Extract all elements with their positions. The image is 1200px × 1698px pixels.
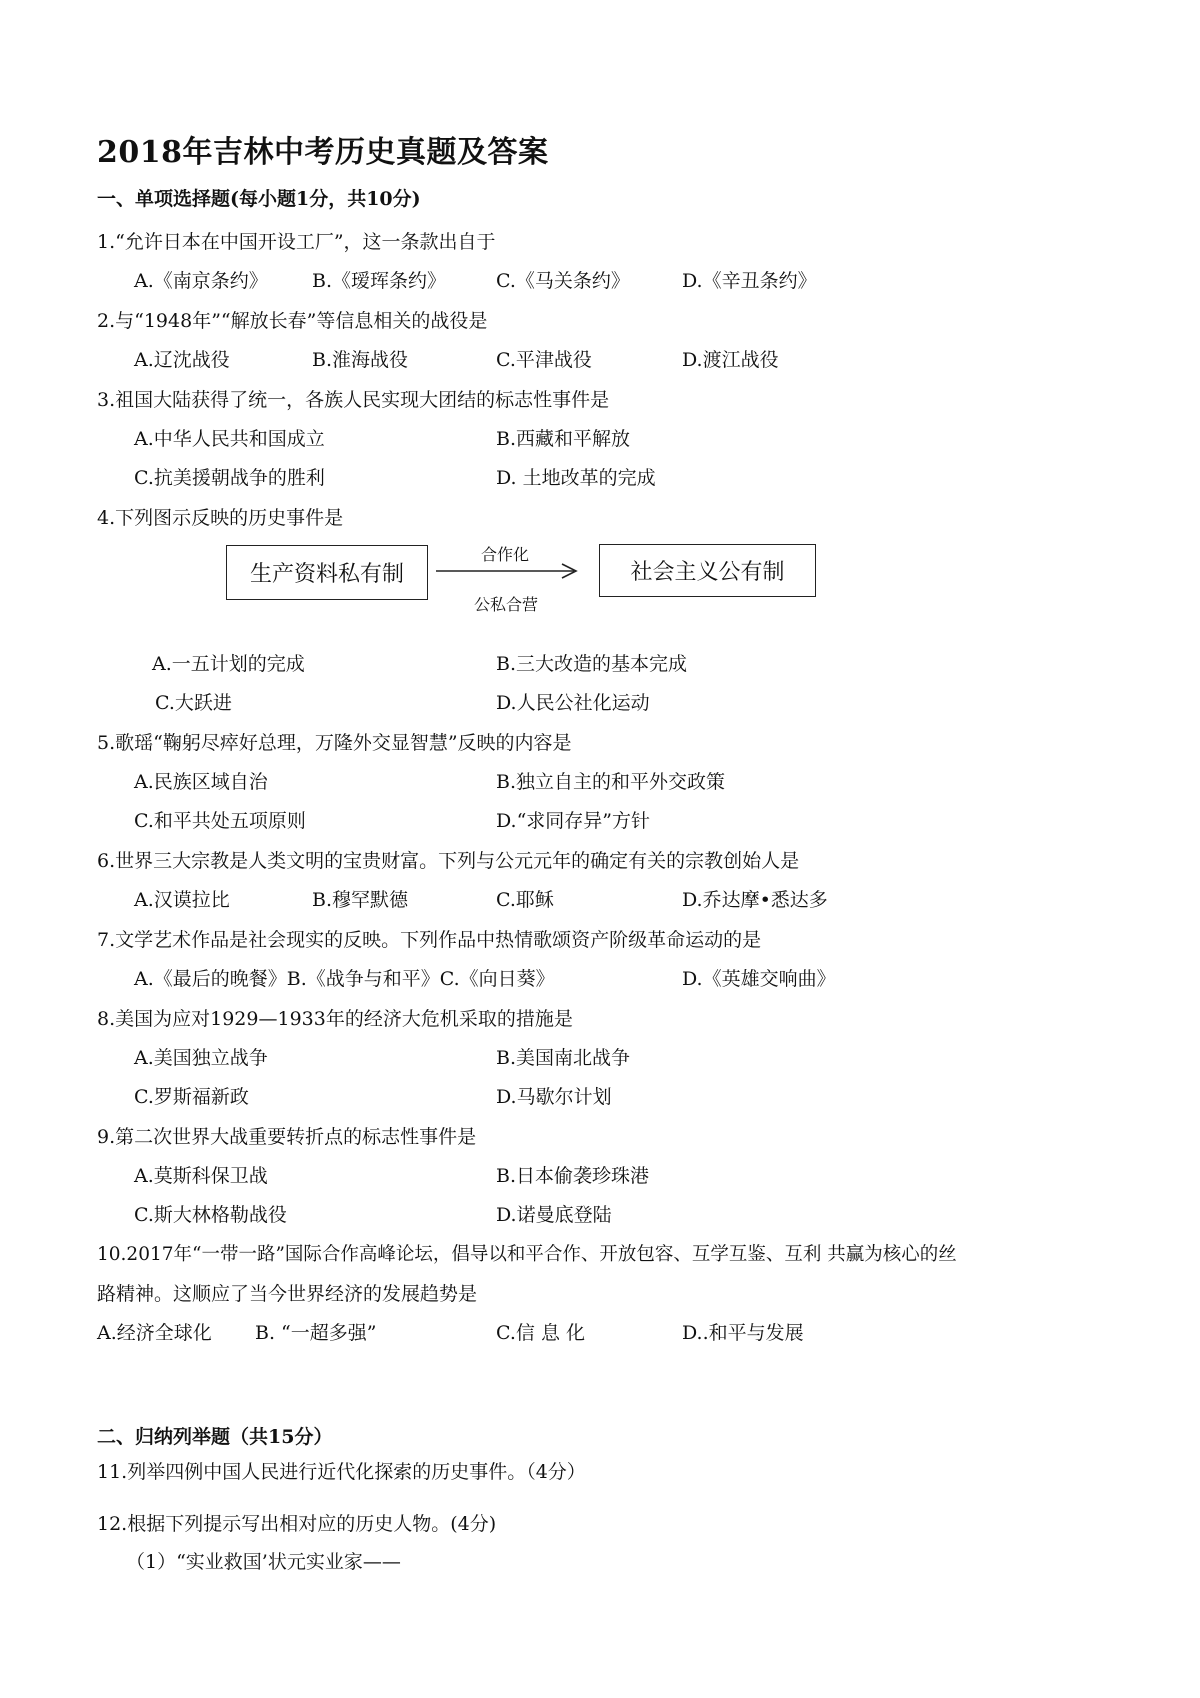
question-2-option-d: D.渡江战役 [682, 349, 779, 371]
diagram-left-box-label: 生产资料私有制 [249, 562, 404, 587]
question-6-option-b: B.穆罕默德 [312, 889, 409, 911]
diagram-arrow-bottom-label: 公私合营 [474, 595, 539, 614]
question-5-option-b: B.独立自主的和平外交政策 [496, 771, 726, 793]
question-9-option-a: A.莫斯科保卫战 [134, 1165, 268, 1187]
question-3-option-b: B.西藏和平解放 [496, 428, 631, 450]
section-heading-2: 二、归纳列举题（共15分） [97, 1426, 333, 1448]
question-6-option-c: C.耶稣 [496, 889, 554, 911]
question-1-option-c: C.《马关条约》 [496, 270, 630, 292]
question-5-option-a: A.民族区域自治 [134, 771, 268, 793]
question-8-option-d: D.马歇尔计划 [496, 1086, 612, 1108]
question-4-option-c: C.大跃进 [155, 692, 232, 714]
question-5-option-c: C.和平共处五项原则 [134, 810, 306, 832]
question-10-option-d: D..和平与发展 [682, 1322, 804, 1344]
question-6-option-a: A.汉谟拉比 [134, 889, 230, 911]
question-5-option-d: D.“求同存异”方针 [496, 810, 651, 832]
question-3-option-a: A.中华人民共和国成立 [134, 428, 325, 450]
question-12: 12.根据下列提示写出相对应的历史人物。(4分) [97, 1513, 497, 1535]
diagram-arrow [434, 560, 584, 582]
question-12-item-1: （1）“实业救国’状元实业家—— [126, 1551, 401, 1573]
question-4: 4.下列图示反映的历史事件是 [97, 507, 344, 529]
question-6: 6.世界三大宗教是人类文明的宝贵财富。下列与公元元年的确定有关的宗教创始人是 [97, 850, 800, 872]
section-heading-1: 一、单项选择题(每小题1分，共10分) [97, 188, 421, 210]
question-1-option-a: A.《南京条约》 [134, 270, 268, 292]
question-2: 2.与“1948年”“解放长春”等信息相关的战役是 [97, 310, 488, 332]
question-3-option-c: C.抗美援朝战争的胜利 [134, 467, 325, 489]
question-1: 1.“允许日本在中国开设工厂”，这一条款出自于 [97, 231, 496, 253]
question-3: 3.祖国大陆获得了统一，各族人民实现大团结的标志性事件是 [97, 389, 610, 411]
question-6-option-d: D.乔达摩•悉达多 [682, 889, 828, 911]
diagram-right-box [599, 544, 816, 597]
question-11: 11.列举四例中国人民进行近代化探索的历史事件。（4分） [97, 1461, 586, 1483]
question-7-options-abc: A.《最后的晚餐》B.《战争与和平》C.《向日葵》 [134, 968, 555, 990]
question-8-option-c: C.罗斯福新政 [134, 1086, 249, 1108]
question-3-option-d: D. 土地改革的完成 [496, 467, 656, 489]
question-10-option-c: C.信 息 化 [496, 1322, 585, 1344]
question-9-option-d: D.诺曼底登陆 [496, 1204, 612, 1226]
question-1-option-d: D.《辛丑条约》 [682, 270, 817, 292]
page-title: 2018年吉林中考历史真题及答案 [97, 135, 549, 170]
question-9: 9.第二次世界大战重要转折点的标志性事件是 [97, 1126, 477, 1148]
question-7: 7.文学艺术作品是社会现实的反映。下列作品中热情歌颂资产阶级革命运动的是 [97, 929, 762, 951]
question-7-option-d: D.《英雄交响曲》 [682, 968, 836, 990]
diagram-right-box-label: 社会主义公有制 [630, 560, 785, 585]
question-10: 10.2017年“一带一路”国际合作高峰论坛，倡导以和平合作、开放包容、互学互鉴、互利 共赢为核心的丝 [97, 1244, 957, 1265]
question-8-option-b: B.美国南北战争 [496, 1047, 631, 1069]
question-4-option-b: B.三大改造的基本完成 [496, 653, 688, 675]
question-4-option-d: D.人民公社化运动 [496, 692, 650, 714]
question-2-option-b: B.淮海战役 [312, 349, 409, 371]
question-8-option-a: A.美国独立战争 [134, 1047, 268, 1069]
question-4-option-a: A.一五计划的完成 [152, 653, 305, 675]
question-2-option-a: A.辽沈战役 [134, 349, 230, 371]
question-2-option-c: C.平津战役 [496, 349, 592, 371]
question-8: 8.美国为应对1929—1933年的经济大危机采取的措施是 [97, 1008, 573, 1030]
question-9-option-b: B.日本偷袭珍珠港 [496, 1165, 650, 1187]
diagram-arrow-top-label: 合作化 [481, 545, 530, 564]
diagram-left-box [226, 545, 428, 600]
question-9-option-c: C.斯大林格勒战役 [134, 1204, 287, 1226]
question-1-option-b: B.《瑷珲条约》 [312, 270, 447, 292]
question-5: 5.歌瑶“鞠躬尽瘁好总理，万隆外交显智慧”反映的内容是 [97, 732, 572, 754]
question-10-option-b: B. “一超多强” [255, 1322, 377, 1344]
question-10-continued: 路精神。这顺应了当今世界经济的发展趋势是 [97, 1283, 478, 1305]
question-10-option-a: A.经济全球化 [97, 1322, 212, 1344]
